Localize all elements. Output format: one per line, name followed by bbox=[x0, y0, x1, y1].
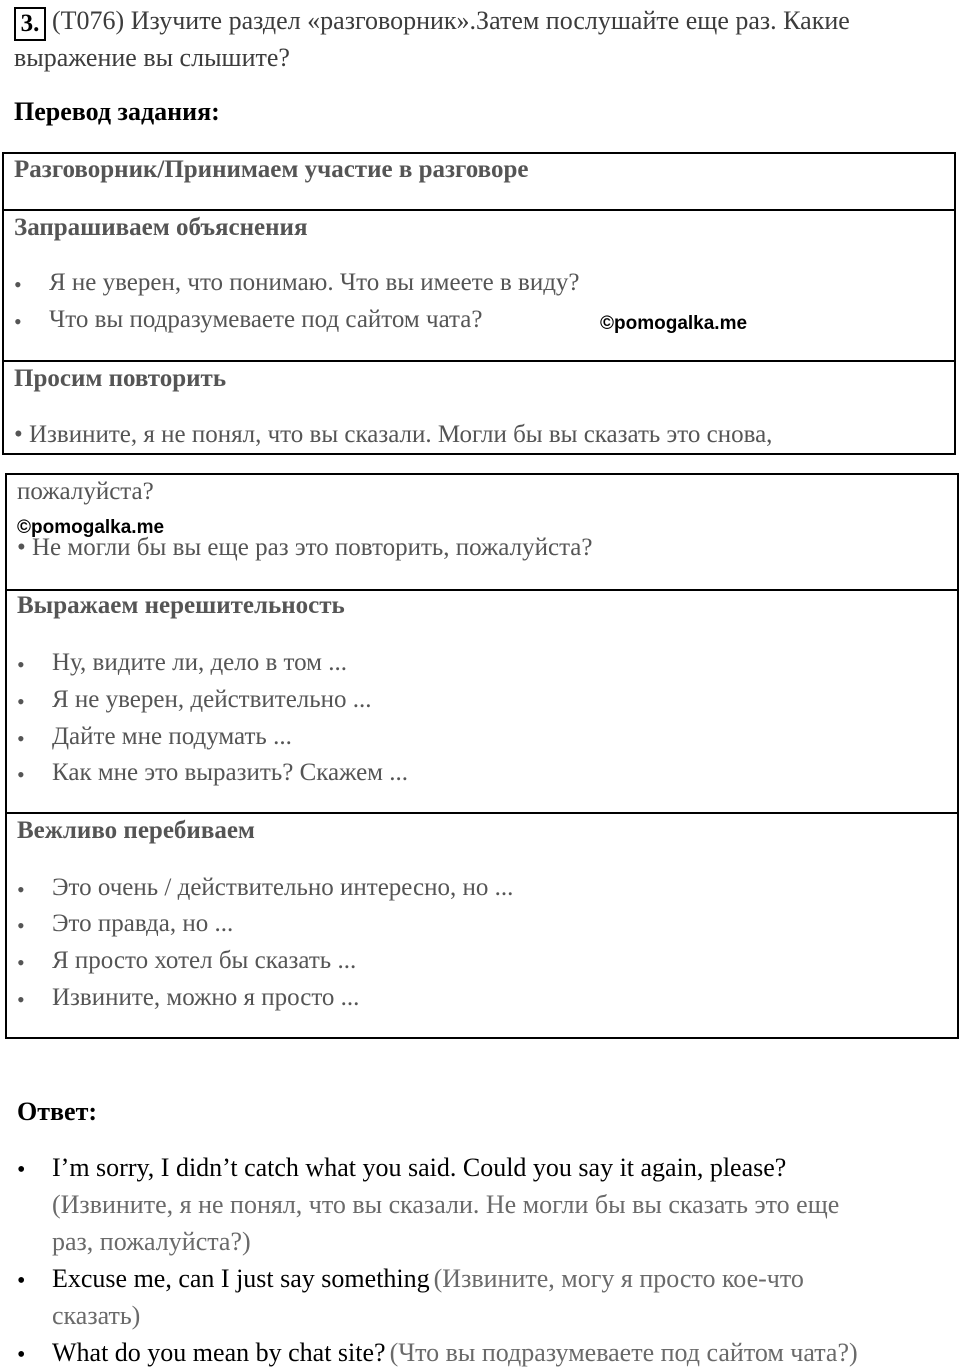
answer-en: What do you mean by chat site? bbox=[52, 1338, 386, 1367]
list-item: Дайте мне подумать ... bbox=[52, 723, 292, 750]
watermark: ©pomogalka.me bbox=[600, 313, 748, 334]
table2-divider-1 bbox=[5, 589, 959, 591]
bullet-icon: • bbox=[17, 1268, 26, 1294]
section-title-clarification: Запрашиваем объяснения bbox=[14, 214, 308, 241]
answer-en: I’m sorry, I didn’t catch what you said. Could you say it again, please? bbox=[52, 1153, 787, 1182]
list-item: Я просто хотел бы сказать ... bbox=[52, 947, 357, 974]
section-title-repeat: Просим повторить bbox=[14, 365, 227, 392]
answer-line bbox=[52, 1338, 858, 1368]
task-line-2: выражение вы слышите? bbox=[14, 43, 290, 72]
list-item: Как мне это выразить? Скажем ... bbox=[52, 759, 408, 786]
answer-line bbox=[52, 1264, 804, 1294]
list-item: Извините, можно я просто ... bbox=[52, 984, 360, 1011]
list-item: Ну, видите ли, дело в том ... bbox=[52, 649, 347, 676]
answer-en: Excuse me, can I just say something bbox=[52, 1264, 430, 1293]
continuation-text: пожалуйста? bbox=[17, 478, 154, 505]
table1-divider-1 bbox=[2, 209, 956, 211]
list-item: • Не могли бы вы еще раз это повторить, пожалуйста? bbox=[17, 534, 593, 561]
bullet-icon: • bbox=[17, 950, 25, 975]
answer-ru: (Что вы подразумеваете под сайтом чата?) bbox=[389, 1338, 858, 1367]
answer-ru: сказать) bbox=[52, 1301, 141, 1330]
list-item: Это правда, но ... bbox=[52, 910, 234, 937]
watermark: ©pomogalka.me bbox=[17, 517, 165, 538]
bullet-icon: • bbox=[14, 272, 22, 297]
bullet-icon: • bbox=[17, 689, 25, 714]
list-item: • Извините, я не понял, что вы сказали. Могли бы вы сказать это снова, bbox=[14, 421, 773, 448]
task-number: 3. bbox=[14, 7, 46, 41]
bullet-icon: • bbox=[17, 1342, 26, 1368]
phrasebook-table-1 bbox=[2, 152, 956, 455]
section-title-hesitation: Выражаем нерешительность bbox=[17, 592, 345, 619]
section-title-interrupting: Вежливо перебиваем bbox=[17, 817, 255, 844]
table1-header: Разговорник/Принимаем участие в разговоре bbox=[14, 156, 529, 183]
translation-heading: Перевод задания: bbox=[14, 97, 220, 126]
list-item: Я не уверен, что понимаю. Что вы имеете в виду? bbox=[49, 269, 580, 296]
bullet-icon: • bbox=[17, 652, 25, 677]
table2-divider-2 bbox=[5, 812, 959, 814]
answer-heading: Ответ: bbox=[17, 1097, 98, 1126]
answer-ru: (Извините, я не понял, что вы сказали. Не могли бы вы сказать это еще bbox=[52, 1190, 840, 1219]
answer-ru: раз, пожалуйста?) bbox=[52, 1227, 251, 1256]
list-item: Я не уверен, действительно ... bbox=[52, 686, 372, 713]
bullet-icon: • bbox=[17, 987, 25, 1012]
list-item: Что вы подразумеваете под сайтом чата? bbox=[49, 306, 483, 333]
bullet-icon: • bbox=[14, 309, 22, 334]
bullet-icon: • bbox=[17, 1157, 26, 1183]
answer-ru: (Извините, могу я просто кое-что bbox=[433, 1264, 804, 1293]
task-line-1 bbox=[14, 2, 850, 41]
list-item: Это очень / действительно интересно, но ... bbox=[52, 874, 514, 901]
bullet-icon: • bbox=[17, 877, 25, 902]
bullet-icon: • bbox=[17, 762, 25, 787]
bullet-icon: • bbox=[17, 726, 25, 751]
task-text-1: (T076) Изучите раздел «разговорник».Затем послушайте еще раз. Какие bbox=[52, 6, 850, 35]
table1-divider-2 bbox=[2, 360, 956, 362]
bullet-icon: • bbox=[17, 913, 25, 938]
